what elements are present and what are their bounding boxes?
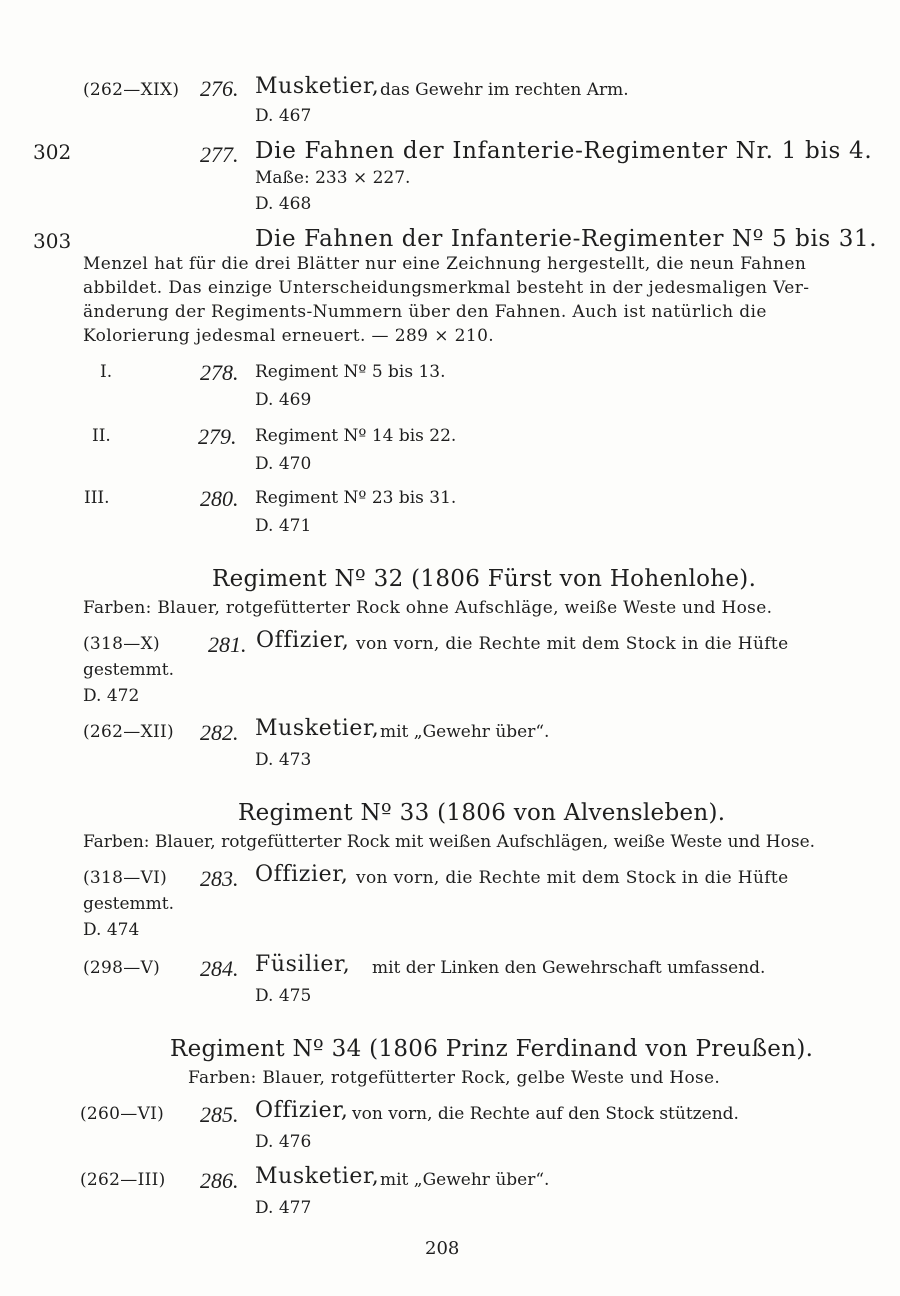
page-number: 208 bbox=[425, 1238, 460, 1259]
entry-276-title: Musketier, bbox=[255, 74, 380, 99]
entry-283-ref: (318—VI) bbox=[83, 868, 168, 888]
entry-285-number: 285. bbox=[200, 1102, 239, 1127]
block-303-paragraph-line-2: abbildet. Das einzige Unterscheidungsmerkmal besteht in der jedesmaligen Ver- bbox=[83, 278, 810, 298]
block-303-title: Die Fahnen der Infanterie-Regimenter Nº 5 bis 31. bbox=[255, 226, 878, 252]
item-278-roman: I. bbox=[100, 362, 113, 382]
entry-284-desc: mit der Linken den Gewehrschaft umfassend. bbox=[372, 958, 766, 978]
entry-281-title: Offizier, bbox=[256, 628, 350, 653]
item-280-d-number: D. 471 bbox=[255, 516, 312, 536]
entry-283-d-number: D. 474 bbox=[83, 920, 140, 940]
regiment-33-heading: Regiment Nº 33 (1806 von Alvensleben). bbox=[238, 800, 726, 826]
entry-286-desc: mit „Gewehr über“. bbox=[380, 1170, 550, 1190]
item-280-roman: III. bbox=[84, 488, 110, 508]
entry-282-number: 282. bbox=[200, 720, 239, 745]
entry-285-title: Offizier, bbox=[255, 1098, 349, 1123]
block-303-paragraph-line-3: änderung der Regiments-Nummern über den Fahnen. Auch ist natürlich die bbox=[83, 302, 767, 322]
entry-283-desc-continued: gestemmt. bbox=[83, 894, 175, 914]
entry-284-title: Füsilier, bbox=[255, 952, 351, 977]
entry-277-d-number: D. 468 bbox=[255, 194, 312, 214]
regiment-33-farben: Farben: Blauer, rotgefütterter Rock mit weißen Aufschlägen, weiße Weste und Hose. bbox=[83, 832, 816, 852]
item-278-number: 278. bbox=[200, 360, 239, 385]
entry-285-d-number: D. 476 bbox=[255, 1132, 312, 1152]
entry-281-number: 281. bbox=[208, 632, 247, 657]
entry-276-desc: das Gewehr im rechten Arm. bbox=[380, 80, 629, 100]
item-278-text: Regiment Nº 5 bis 13. bbox=[255, 362, 446, 382]
entry-284-number: 284. bbox=[200, 956, 239, 981]
entry-283-number: 283. bbox=[200, 866, 239, 891]
entry-281-desc-continued: gestemmt. bbox=[83, 660, 175, 680]
entry-276-d-number: D. 467 bbox=[255, 106, 312, 126]
entry-285-ref: (260—VI) bbox=[80, 1104, 165, 1124]
entry-281-d-number: D. 472 bbox=[83, 686, 140, 706]
entry-284-d-number: D. 475 bbox=[255, 986, 312, 1006]
margin-number-302: 302 bbox=[33, 140, 72, 164]
entry-285-desc: von vorn, die Rechte auf den Stock stützend. bbox=[352, 1104, 739, 1124]
regiment-34-heading: Regiment Nº 34 (1806 Prinz Ferdinand von Preußen). bbox=[170, 1036, 814, 1062]
item-280-text: Regiment Nº 23 bis 31. bbox=[255, 488, 457, 508]
entry-276-ref: (262—XIX) bbox=[83, 80, 180, 100]
entry-282-desc: mit „Gewehr über“. bbox=[380, 722, 550, 742]
item-279-d-number: D. 470 bbox=[255, 454, 312, 474]
item-279-roman: II. bbox=[92, 426, 111, 446]
entry-286-d-number: D. 477 bbox=[255, 1198, 312, 1218]
entry-286-title: Musketier, bbox=[255, 1164, 380, 1189]
entry-281-ref: (318—X) bbox=[83, 634, 160, 654]
entry-282-d-number: D. 473 bbox=[255, 750, 312, 770]
regiment-32-farben: Farben: Blauer, rotgefütterter Rock ohne Aufschläge, weiße Weste und Hose. bbox=[83, 598, 773, 618]
regiment-32-heading: Regiment Nº 32 (1806 Fürst von Hohenlohe). bbox=[212, 566, 757, 592]
entry-283-desc: von vorn, die Rechte mit dem Stock in die Hüfte bbox=[356, 868, 789, 888]
item-280-number: 280. bbox=[200, 486, 239, 511]
item-278-d-number: D. 469 bbox=[255, 390, 312, 410]
margin-number-303: 303 bbox=[33, 229, 72, 253]
entry-282-title: Musketier, bbox=[255, 716, 380, 741]
entry-277-number: 277. bbox=[200, 142, 239, 167]
entry-283-title: Offizier, bbox=[255, 862, 349, 887]
block-303-paragraph-line-4: Kolorierung jedesmal erneuert. — 289 × 210. bbox=[83, 326, 495, 346]
entry-282-ref: (262—XII) bbox=[83, 722, 174, 742]
item-279-text: Regiment Nº 14 bis 22. bbox=[255, 426, 457, 446]
entry-284-ref: (298—V) bbox=[83, 958, 161, 978]
entry-286-ref: (262—III) bbox=[80, 1170, 166, 1190]
entry-277-measure: Maße: 233 × 227. bbox=[255, 168, 411, 188]
entry-281-desc: von vorn, die Rechte mit dem Stock in die Hüfte bbox=[356, 634, 789, 654]
item-279-number: 279. bbox=[198, 424, 237, 449]
block-303-paragraph-line-1: Menzel hat für die drei Blätter nur eine Zeichnung hergestellt, die neun Fahnen bbox=[83, 254, 807, 274]
entry-286-number: 286. bbox=[200, 1168, 239, 1193]
entry-276-number: 276. bbox=[200, 76, 239, 101]
regiment-34-farben: Farben: Blauer, rotgefütterter Rock, gelbe Weste und Hose. bbox=[188, 1068, 721, 1088]
entry-277-title: Die Fahnen der Infanterie-Regimenter Nr. 1 bis 4. bbox=[255, 138, 873, 164]
